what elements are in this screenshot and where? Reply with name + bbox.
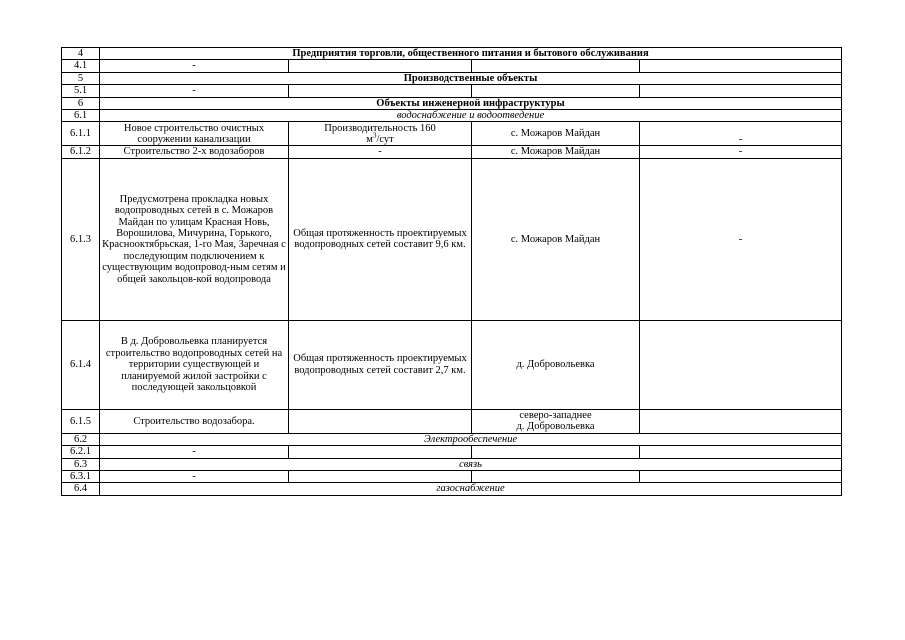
object-location: д. Добровольевка xyxy=(472,320,640,409)
row-number: 6.2.1 xyxy=(62,446,100,458)
row-number: 4 xyxy=(62,48,100,60)
section-heading: Объекты инженерной инфраструктуры xyxy=(100,97,842,109)
object-location: с. Можаров Майдан xyxy=(472,158,640,320)
empty-cell xyxy=(640,60,842,72)
row-number: 5 xyxy=(62,72,100,84)
object-parameter: Общая протяженность проектируемых водопроводных сетей составит 9,6 км. xyxy=(289,158,472,320)
table-row xyxy=(62,122,842,146)
section-heading: Предприятия торговли, общественного питания и бытового обслуживания xyxy=(100,48,842,60)
empty-cell xyxy=(289,471,472,483)
object-location: с. Можаров Майдан xyxy=(472,122,640,146)
empty-cell xyxy=(472,471,640,483)
object-note: - xyxy=(640,158,842,320)
empty-cell xyxy=(472,60,640,72)
object-name: - xyxy=(100,85,289,97)
empty-cell xyxy=(640,471,842,483)
object-name: Строительство водозабора. xyxy=(100,409,289,433)
object-note: - xyxy=(640,146,842,158)
section-heading: Производственные объекты xyxy=(100,72,842,84)
parameter-unit: м xyxy=(366,133,373,145)
empty-cell xyxy=(640,446,842,458)
row-number: 6.4 xyxy=(62,483,100,495)
empty-cell xyxy=(472,446,640,458)
empty-cell xyxy=(640,409,842,433)
object-name: - xyxy=(100,471,289,483)
location-line: северо-западнее xyxy=(519,409,592,421)
subsection-heading: Электрообеспечение xyxy=(100,433,842,445)
object-name: - xyxy=(100,446,289,458)
subsection-heading: связь xyxy=(100,458,842,470)
empty-cell xyxy=(289,85,472,97)
location-line: д. Добровольевка xyxy=(516,421,595,433)
parameter-unit-suffix: /сут xyxy=(376,133,394,145)
row-number: 4.1 xyxy=(62,60,100,72)
row-number: 6.1.2 xyxy=(62,146,100,158)
row-number: 6.3.1 xyxy=(62,471,100,483)
row-number: 6.1.1 xyxy=(62,122,100,146)
object-location: с. Можаров Майдан xyxy=(472,146,640,158)
empty-cell xyxy=(289,446,472,458)
document-table xyxy=(61,47,842,496)
table-row xyxy=(62,60,842,72)
row-number: 6.2 xyxy=(62,433,100,445)
table-row xyxy=(62,110,842,122)
table-row xyxy=(62,72,842,84)
table-row xyxy=(62,97,842,109)
table-row xyxy=(62,146,842,158)
object-parameter: Общая протяженность проектируемых водопроводных сетей составит 2,7 км. xyxy=(289,320,472,409)
table-row xyxy=(62,433,842,445)
table-row xyxy=(62,158,842,320)
table-row xyxy=(62,458,842,470)
object-name: Предусмотрена прокладка новых водопроводных сетей в с. Можаров Майдан по улицам Красная Новь, Ворошилова, Мичурина, Горького, Краснооктябрьская, 1-го Мая, Заречная с последующим подключением к существующим водопровод-ным сетям и общей закольцов-кой водопровода xyxy=(100,158,289,320)
row-number: 6.1.4 xyxy=(62,320,100,409)
empty-cell xyxy=(289,409,472,433)
row-number: 6.3 xyxy=(62,458,100,470)
table-row xyxy=(62,48,842,60)
empty-cell xyxy=(289,60,472,72)
parameter-text: Производительность 160 xyxy=(324,122,436,134)
table-row xyxy=(62,320,842,409)
object-parameter: - xyxy=(289,146,472,158)
row-number: 6.1 xyxy=(62,110,100,122)
row-number: 5.1 xyxy=(62,85,100,97)
table-row xyxy=(62,483,842,495)
empty-cell xyxy=(640,85,842,97)
object-note: - xyxy=(640,122,842,146)
table-row xyxy=(62,409,842,433)
table-row xyxy=(62,446,842,458)
row-number: 6 xyxy=(62,97,100,109)
empty-cell xyxy=(472,85,640,97)
object-name: - xyxy=(100,60,289,72)
object-location xyxy=(472,409,640,433)
subsection-heading: газоснабжение xyxy=(100,483,842,495)
object-name: В д. Добровольевка планируется строительство водопроводных сетей на территории существующей и планируемой жилой застройки с последующей закольцовкой xyxy=(100,320,289,409)
object-name: Строительство 2-х водозаборов xyxy=(100,146,289,158)
object-parameter xyxy=(289,122,472,146)
empty-cell xyxy=(640,320,842,409)
parameter-unit-power: 3 xyxy=(372,131,377,140)
row-number: 6.1.3 xyxy=(62,158,100,320)
object-name: Новое строительство очистных сооружении канализации xyxy=(100,122,289,146)
table-row xyxy=(62,85,842,97)
subsection-heading: водоснабжение и водоотведение xyxy=(100,110,842,122)
row-number: 6.1.5 xyxy=(62,409,100,433)
table-row xyxy=(62,471,842,483)
